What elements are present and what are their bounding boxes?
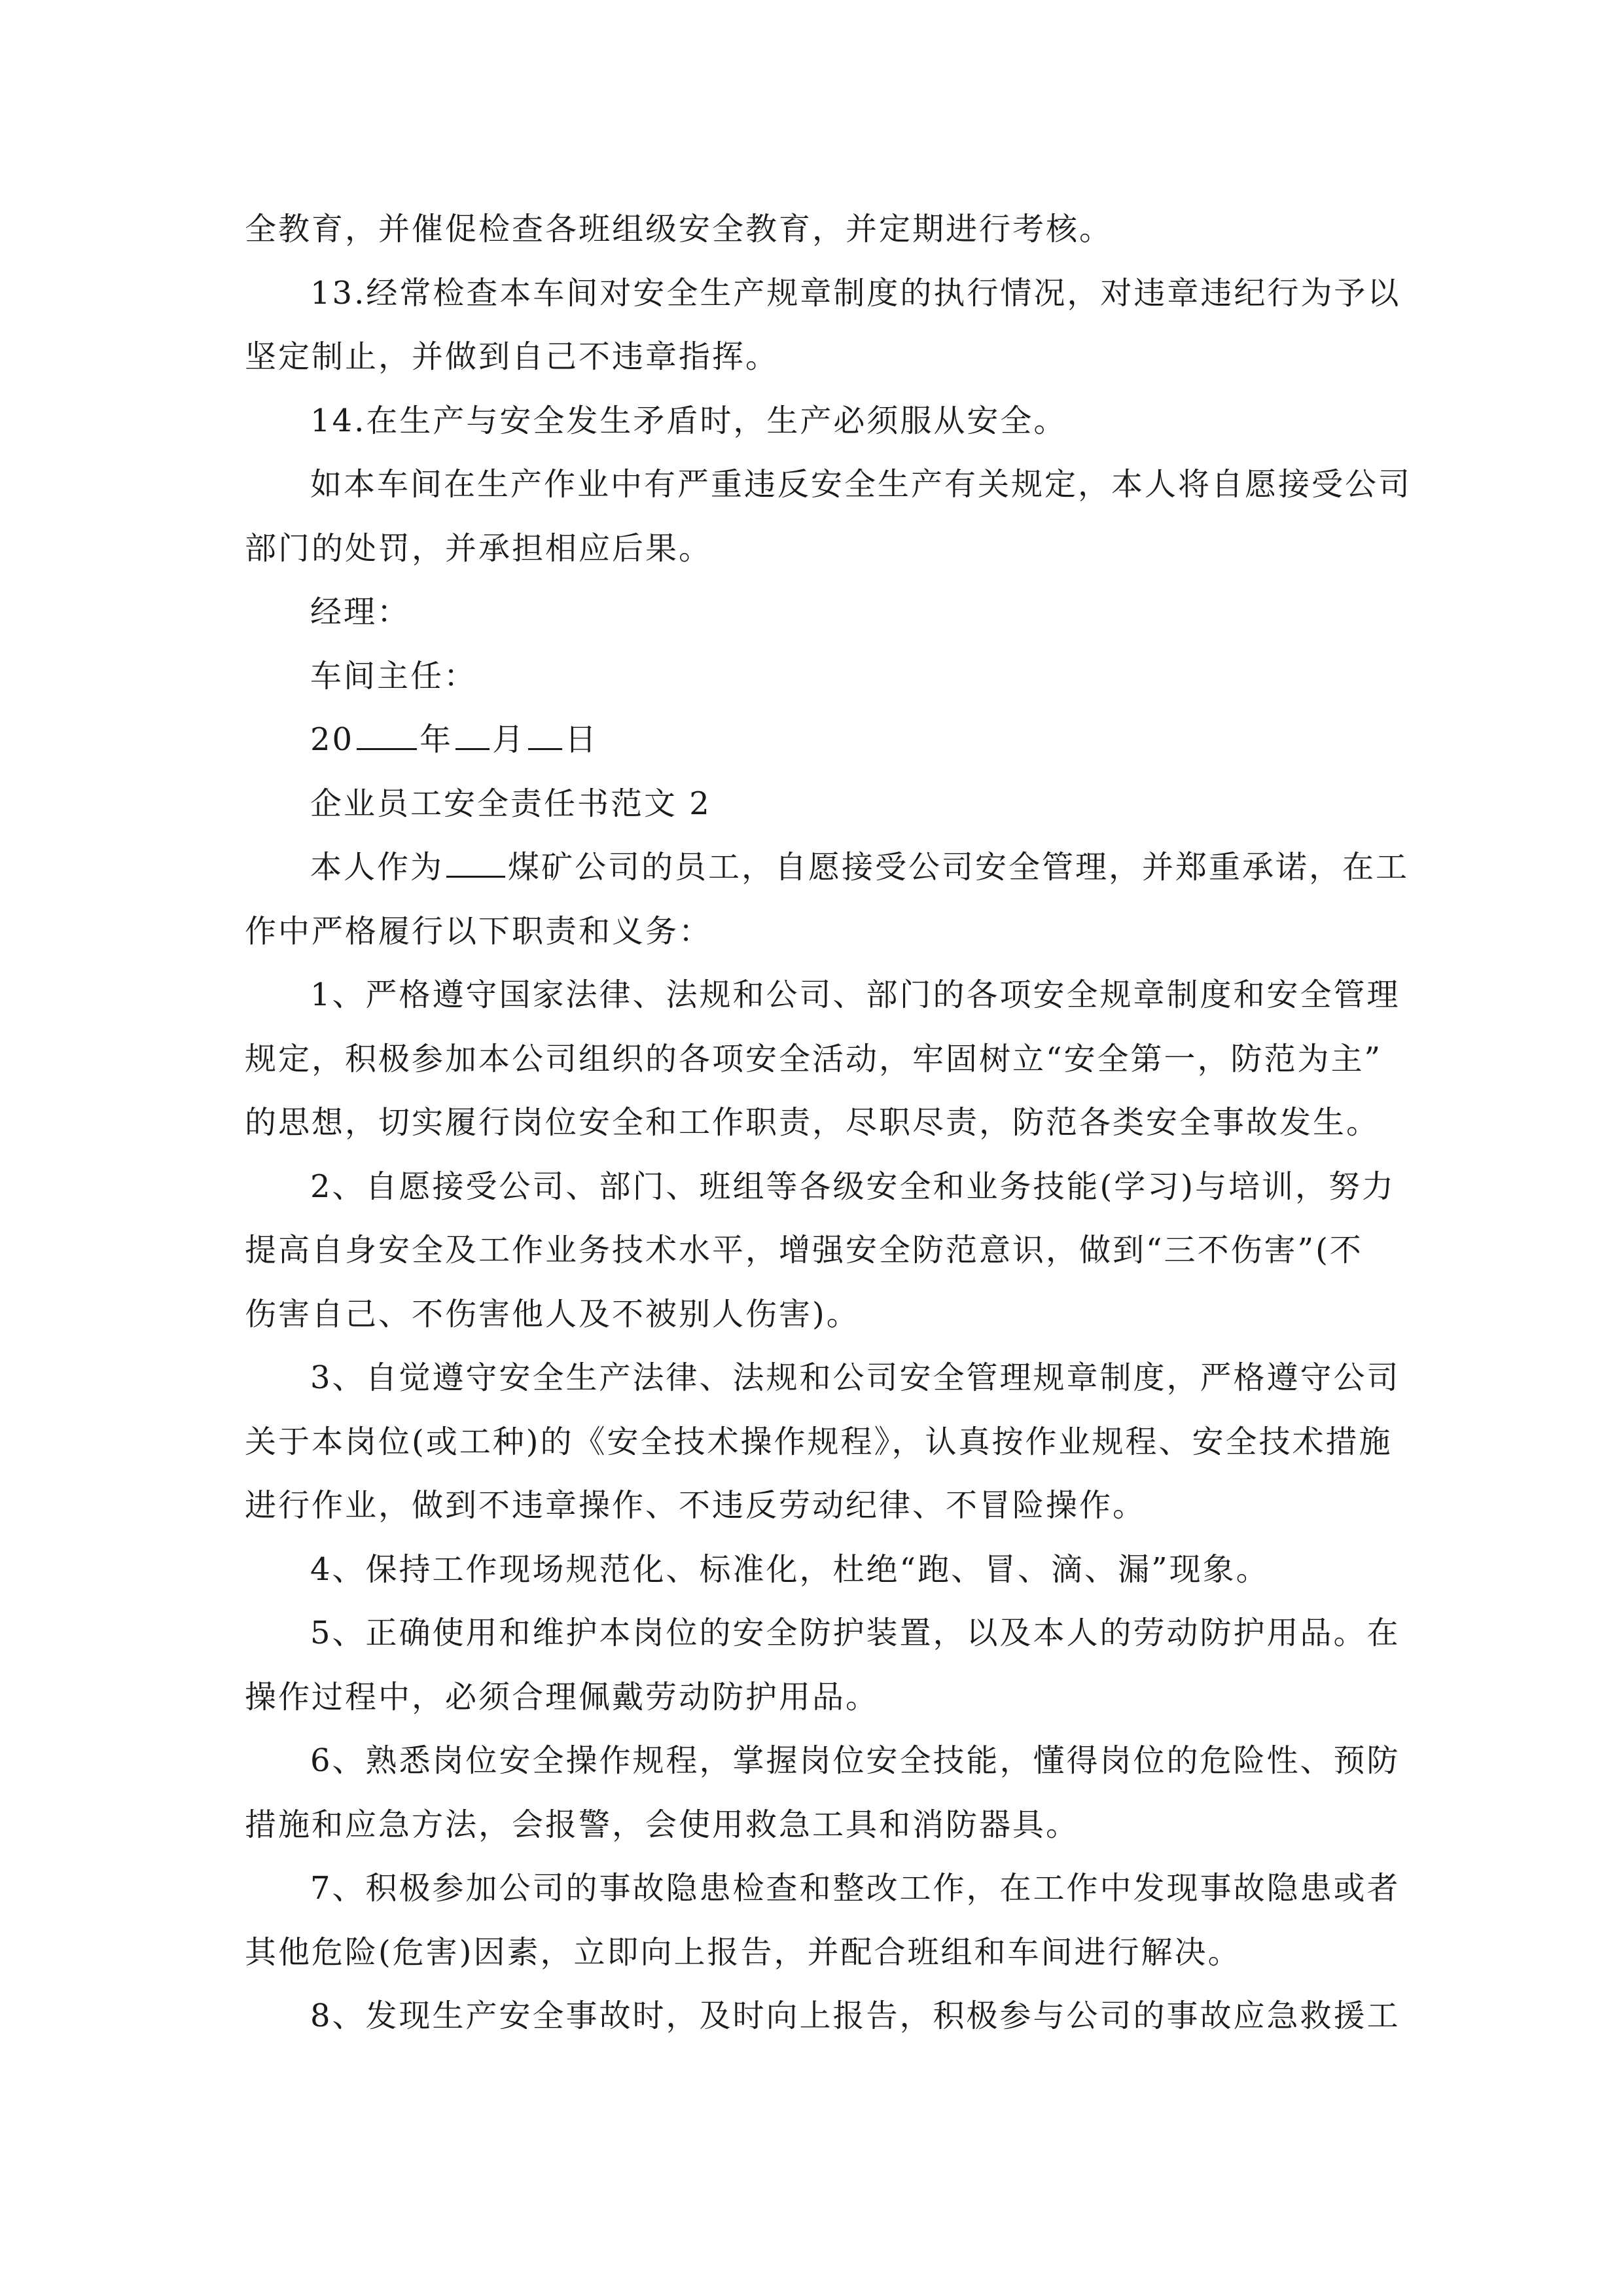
text-line: 规定，积极参加本公司组织的各项安全活动，牢固树立“安全第一，防范为主” (245, 1040, 1383, 1077)
date-prefix: 20 (310, 721, 355, 758)
section-title: 企业员工安全责任书范文 2 (310, 785, 711, 822)
text-line: 13.经常检查本车间对安全生产规章制度的执行情况，对违章违纪行为予以 (310, 274, 1401, 312)
signature-manager-label: 经理： (310, 594, 411, 630)
text-line: 进行作业，做到不违章操作、不违反劳动纪律、不冒险操作。 (245, 1487, 1147, 1524)
day-blank (528, 714, 562, 750)
date-line (245, 708, 1381, 772)
text-line: 5、正确使用和维护本岗位的安全防护装置，以及本人的劳动防护用品。在 (310, 1615, 1400, 1651)
document-body (245, 198, 1412, 2049)
text-line: 坚定制止，并做到自己不违章指挥。 (245, 338, 779, 375)
text-line: 操作过程中，必须合理佩戴劳动防护用品。 (245, 1678, 880, 1715)
text-line: 如本车间在生产作业中有严重违反安全生产有关规定，本人将自愿接受公司 (310, 466, 1412, 503)
text-line: 3、自觉遵守安全生产法律、法规和公司安全管理规章制度，严格遵守公司 (310, 1359, 1400, 1396)
date-year-label: 年 (419, 721, 454, 758)
text-line: 关于本岗位(或工种)的《安全技术操作规程》，认真按作业规程、安全技术措施 (245, 1423, 1393, 1460)
text-line: 的思想，切实履行岗位安全和工作职责，尽职尽责，防范各类安全事故发生。 (245, 1104, 1380, 1141)
text-line: 提高自身安全及工作业务技术水平，增强安全防范意识，做到“三不伤害”(不 (245, 1232, 1363, 1268)
text-line: 作中严格履行以下职责和义务： (245, 912, 713, 950)
text-line: 2、自愿接受公司、部门、班组等各级安全和业务技能(学习)与培训，努力 (310, 1168, 1395, 1205)
month-blank (455, 714, 490, 750)
date-day-label: 日 (565, 721, 599, 758)
text-line: 伤害自己、不伤害他人及不被别人伤害)。 (245, 1295, 860, 1333)
intro-line (245, 836, 1410, 900)
text-line: 措施和应急方法，会报警，会使用救急工具和消防器具。 (245, 1806, 1080, 1843)
text-line: 6、熟悉岗位安全操作规程，掌握岗位安全技能，懂得岗位的危险性、预防 (310, 1742, 1400, 1779)
signature-workshop-director-label: 车间主任： (310, 657, 478, 694)
text-line: 部门的处罚，并承担相应后果。 (245, 529, 713, 567)
text-line: 1、严格遵守国家法律、法规和公司、部门的各项安全规章制度和安全管理 (310, 977, 1400, 1013)
text-line: 全教育，并催促检查各班组级安全教育，并定期进行考核。 (245, 211, 1113, 247)
company-name-blank (446, 842, 505, 878)
text-line: 14.在生产与安全发生矛盾时，生产必须服从安全。 (310, 402, 1067, 439)
date-month-label: 月 (492, 721, 526, 758)
text-line: 7、积极参加公司的事故隐患检查和整改工作，在工作中发现事故隐患或者 (310, 1870, 1400, 1907)
text-line: 其他危险(危害)因素，立即向上报告，并配合班组和车间进行解决。 (245, 1933, 1241, 1971)
intro-after: 煤矿公司的员工，自愿接受公司安全管理，并郑重承诺，在工 (508, 849, 1410, 886)
text-line: 8、发现生产安全事故时，及时向上报告，积极参与公司的事故应急救援工 (310, 1998, 1400, 2034)
text-line: 4、保持工作现场规范化、标准化，杜绝“跑、冒、滴、漏”现象。 (310, 1551, 1270, 1588)
year-blank (357, 714, 417, 750)
intro-before: 本人作为 (310, 849, 444, 886)
